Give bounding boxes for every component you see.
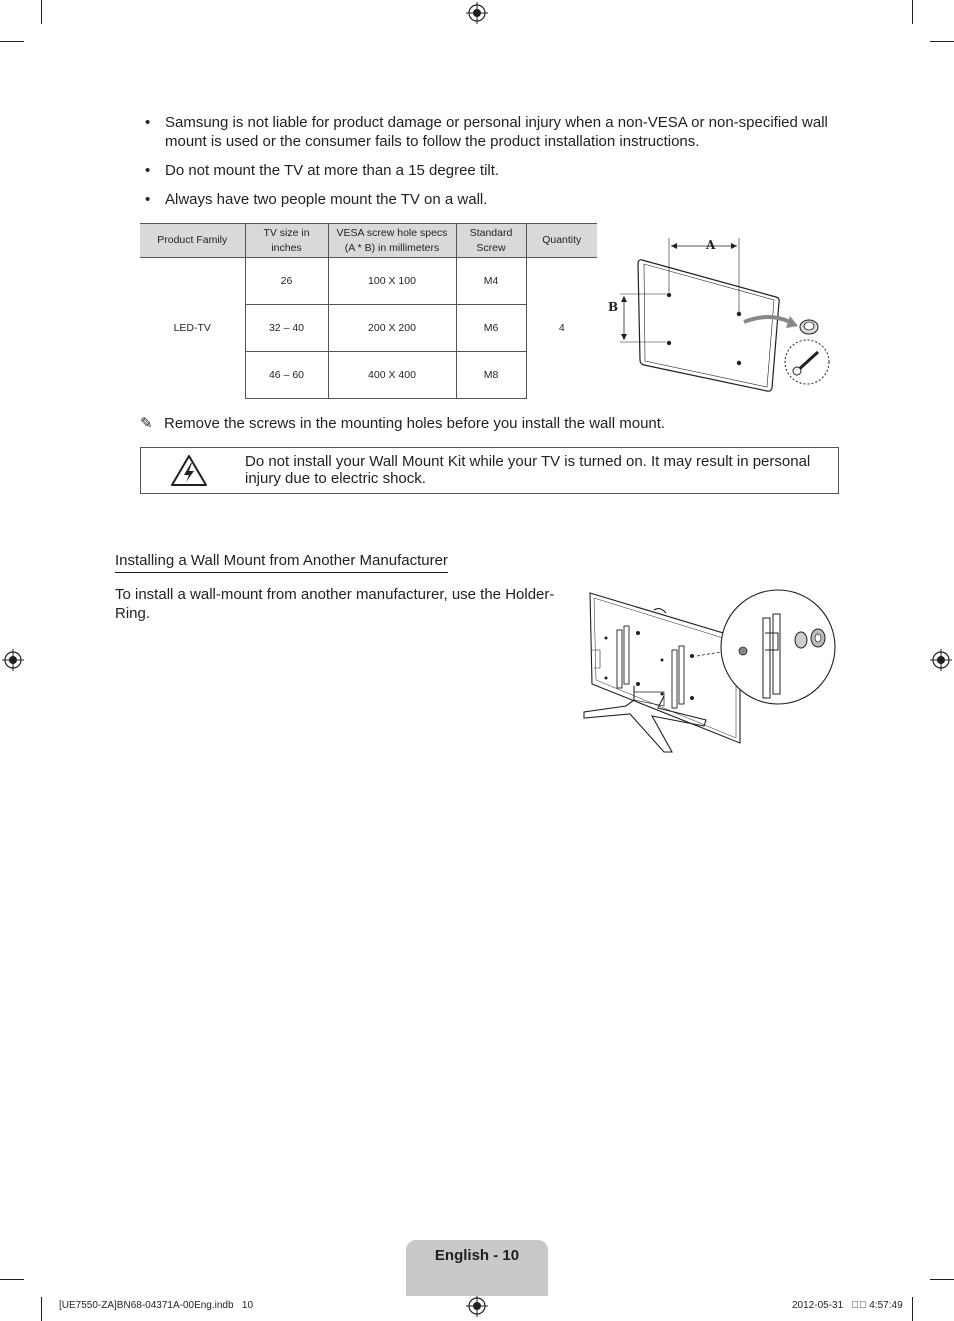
bullet-list xyxy=(140,113,830,219)
warning-text: Do not install your Wall Mount Kit while your TV is turned on. It may result in personal injury due to electric shock. xyxy=(245,453,811,487)
crop-mark xyxy=(0,1279,24,1280)
footer-file-info: [UE7550-ZA]BN68-04371A-00Eng.indb 10 xyxy=(59,1300,254,1311)
crop-mark xyxy=(912,1297,913,1321)
installation-note: ✎ Remove the screws in the mounting holes before you install the wall mount. xyxy=(140,415,666,432)
vesa-diagram xyxy=(604,230,836,398)
crop-mark xyxy=(930,1279,954,1280)
crop-mark xyxy=(41,1297,42,1321)
table-cell: 400 X 400 xyxy=(328,352,456,399)
crop-mark xyxy=(930,41,954,42)
table-header-row xyxy=(140,224,597,258)
holder-ring-diagram xyxy=(582,588,838,760)
quantity-cell: 4 xyxy=(526,258,597,399)
registration-mark-icon xyxy=(930,649,952,671)
section-heading: Installing a Wall Mount from Another Manufacturer xyxy=(115,551,448,573)
crop-mark xyxy=(41,0,42,24)
table-cell: 200 X 200 xyxy=(328,305,456,352)
section-body: To install a wall-mount from another manufacturer, use the Holder-Ring. xyxy=(115,586,555,622)
column-header: Standard Screw xyxy=(456,224,526,258)
footer-timestamp: 2012-05-31 ￿￿ 4:57:49 xyxy=(792,1300,903,1311)
crop-mark xyxy=(0,41,24,42)
table-cell: M8 xyxy=(456,352,526,399)
bullet-icon: • xyxy=(145,162,151,179)
table-cell: 26 xyxy=(245,258,328,305)
dimension-label-a: A xyxy=(706,238,716,252)
column-header: Quantity xyxy=(526,224,597,258)
table-cell: 46 – 60 xyxy=(245,352,328,399)
table-cell: 32 – 40 xyxy=(245,305,328,352)
registration-mark-icon xyxy=(466,2,488,24)
table-cell: M6 xyxy=(456,305,526,352)
electric-shock-warning-icon xyxy=(170,454,208,487)
dimension-label-b: B xyxy=(608,300,619,314)
product-family-cell: LED-TV xyxy=(140,258,245,399)
page-number-tab: English - 10 xyxy=(406,1240,548,1296)
pencil-note-icon: ✎ xyxy=(140,415,153,432)
column-header: VESA screw hole specs (A * B) in millimeters xyxy=(328,224,456,258)
table-cell: 100 X 100 xyxy=(328,258,456,305)
warning-box xyxy=(140,447,839,494)
table-row xyxy=(140,258,597,305)
registration-mark-icon xyxy=(466,1295,488,1317)
list-item: • Always have two people mount the TV on a wall. xyxy=(145,191,488,208)
crop-mark xyxy=(912,0,913,24)
bullet-icon: • xyxy=(145,191,151,208)
list-item: • Samsung is not liable for product damage or personal injury when a non-VESA or non-specified wall mount is used or the consumer fails to follow the product installation instructions. xyxy=(145,114,828,150)
column-header: Product Family xyxy=(140,224,245,258)
registration-mark-icon xyxy=(2,649,24,671)
table-cell: M4 xyxy=(456,258,526,305)
column-header: TV size in inches xyxy=(245,224,328,258)
list-item: • Do not mount the TV at more than a 15 degree tilt. xyxy=(145,162,500,179)
bullet-icon: • xyxy=(145,114,151,131)
vesa-spec-table xyxy=(140,223,597,399)
